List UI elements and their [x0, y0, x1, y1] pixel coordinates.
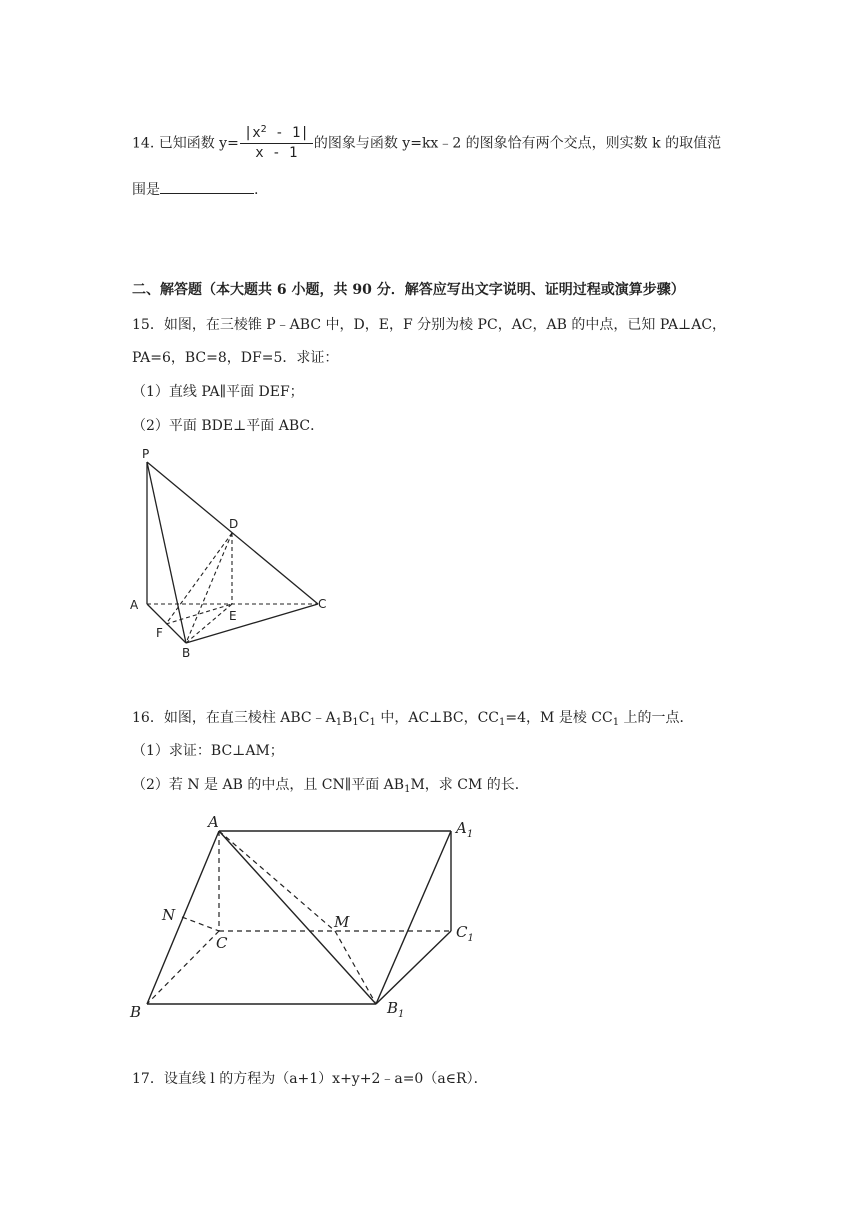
label-A1: $A_1$	[456, 819, 474, 840]
label-A: A	[130, 598, 139, 612]
q15-pyramid-figure	[125, 448, 330, 663]
label-A: A	[208, 813, 219, 831]
q14-tail: 的图象与函数 y=kx﹣2 的图象恰有两个交点，则实数 k 的取值范	[313, 135, 722, 152]
label-B1: $B_1$	[387, 999, 405, 1020]
label-P: P	[142, 448, 150, 461]
label-N: N	[162, 906, 176, 924]
q16-prism-figure	[125, 808, 480, 1026]
label-C1: $C_1$	[456, 923, 474, 944]
label-F: F	[156, 626, 163, 640]
q14-line2: 围是 .	[132, 178, 258, 200]
q17-line1: 17．设直线 l 的方程为（a+1）x+y+2﹣a=0（a∈R）．	[132, 1071, 488, 1087]
q14-fraction	[240, 124, 313, 163]
q14-line1	[132, 124, 721, 163]
q16-part2: （2）若 N 是 AB 的中点，且 CN∥平面 $AB_1M$，求 CM 的长．	[132, 777, 529, 795]
label-D: D	[229, 517, 239, 531]
q16-line1: 16．如图，在直三棱柱 $ABC﹣A_1B_1C_1$ 中，AC⊥BC，$CC_1=4$，M 是棱 $CC_1$ 上的一点．	[132, 710, 694, 728]
label-M: M	[334, 913, 350, 931]
answer-blank	[160, 178, 254, 194]
q15-part2: （2）平面 BDE⊥平面 ABC．	[132, 418, 325, 434]
q14-frac-denominator: x - 1	[255, 145, 298, 161]
section-title: 二、解答题（本大题共 6 小题，共 90 分．解答应写出文字说明、证明过程或演算步骤）	[132, 282, 685, 298]
q15-line2: PA=6，BC=8，DF=5．求证：	[132, 350, 339, 366]
q14-frac-numerator: $|x^2 - 1|$	[240, 124, 313, 144]
label-B: B	[182, 646, 191, 660]
q16-part1: （1）求证：BC⊥AM；	[132, 743, 284, 759]
label-E: E	[229, 609, 237, 623]
q15-line1: 15．如图，在三棱锥 P﹣ABC 中，D，E，F 分别为棱 PC，AC，AB 的中点，已知 PA⊥AC，	[132, 317, 727, 333]
label-C: C	[318, 597, 327, 611]
q15-part1: （1）直线 PA∥平面 DEF；	[132, 384, 304, 400]
label-C: C	[216, 934, 228, 952]
q14-lead: 14. 已知函数 y=	[132, 135, 239, 152]
label-B: B	[130, 1003, 142, 1021]
